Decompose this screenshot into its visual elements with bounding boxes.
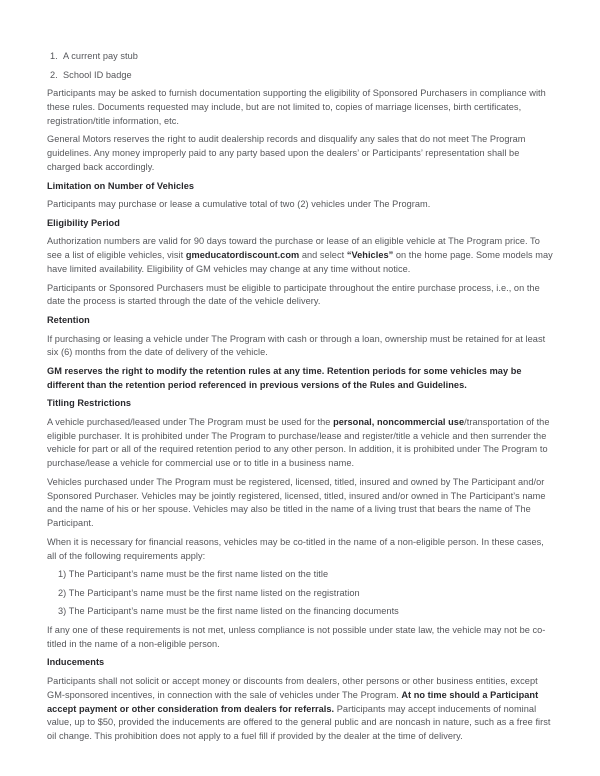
- paragraph-inducements: [47, 675, 555, 744]
- text-segment-bold: personal, noncommercial use: [333, 416, 465, 427]
- list-item-text: School ID badge: [63, 69, 132, 80]
- paragraph-cotitle-restriction: If any one of these requirements is not met, unless compliance is not possible under state law, the vehicle may not be co-titled in the name of a non-eligible person.: [47, 625, 546, 649]
- text-segment: Participants may accept inducements of nominal value, up to $50, provided the inducements are offered to the general public and are noncash in nature, such as a free first oil change. This prohibition does not apply to a fuel fill if provided by the dealer at the time of delivery.: [47, 703, 551, 742]
- list-item-number: 2.: [50, 69, 58, 80]
- paragraph-retention: If purchasing or leasing a vehicle under The Program with cash or through a loan, ownership must be retained for at least six (6) months from the date of delivery of the vehicle.: [47, 333, 546, 358]
- text-segment-bold: “Vehicles”: [346, 250, 394, 261]
- text-segment: on the home page. Some models may have limited availability. Eligibility of GM vehicles may change at any time without notice.: [47, 250, 553, 274]
- text-segment: Authorization numbers are valid for 90 days toward the purchase or lease of an eligible vehicle at The Program price. To see a list of eligible vehicles, visit: [47, 236, 540, 261]
- heading-retention: Retention: [47, 314, 90, 325]
- paragraph-eligibility-process: Participants or Sponsored Purchasers must be eligible to participate throughout the entire purchase process, i.e., on the date the process is started through the date of the vehicle delivery.: [47, 282, 540, 307]
- requirement-item: 3) The Participant’s name must be the first name listed on the financing documents: [58, 606, 399, 617]
- paragraph-titling-use: [47, 416, 555, 471]
- text-segment: A vehicle purchased/leased under The Program must be used for the: [47, 416, 334, 427]
- text-segment: Participants shall not solicit or accept money or discounts from dealers, other persons or other business entities, except GM-sponsored incentives, in connection with the sale of vehicles under The Program.: [47, 676, 538, 700]
- requirement-item: 1) The Participant’s name must be the first name listed on the title: [58, 569, 329, 580]
- paragraph-titling-registration: Vehicles purchased under The Program must be registered, licensed, titled, insured and owned by The Participant and/or Sponsored Purchaser. Vehicles may be jointly registered, licensed, titled, insured and/or owned in The Participant’s name and the name of his or her spouse. Vehicles may also be titled in the name of a living trust that bears the name of The Participant.: [47, 476, 546, 529]
- paragraph-retention-notice: GM reserves the right to modify the retention rules at any time. Retention periods for some vehicles may be different than the retention period referenced in previous versions of the Rules and Guidelines.: [47, 365, 522, 390]
- paragraph-eligibility-authorization: [47, 235, 555, 276]
- paragraph-documentation: Participants may be asked to furnish documentation supporting the eligibility of Sponsored Purchasers in compliance with these rules. Documents requested may include, but are not limited to, copies of marriage licenses, birth certificates, registration/title information, etc.: [47, 88, 546, 126]
- website-text: gmeducatordiscount.com: [185, 250, 300, 261]
- list-item: [47, 69, 555, 83]
- text-segment: /transportation of the eligible purchaser. It is prohibited under The Program to purchase/lease and register/title a vehicle and then surrender the vehicle for part or all of the required retention period to any other person. In addition, it is prohibited under The Program to purchase/lease a vehicle for commercial use or to title in a business name.: [47, 416, 550, 469]
- list-item: [47, 50, 555, 64]
- text-segment-bold: At no time should a Participant accept payment or other consideration from dealers for referrals.: [47, 689, 539, 714]
- heading-titling-restrictions: Titling Restrictions: [47, 398, 132, 409]
- paragraph-audit: General Motors reserves the right to audit dealership records and disqualify any sales that do not meet The Program guidelines. Any money improperly paid to any party based upon the dealers’ or Participants’ representation shall be charged back accordingly.: [47, 134, 526, 172]
- requirement-item: 2) The Participant’s name must be the first name listed on the registration: [58, 587, 360, 598]
- paragraph-titling-cotitle-intro: When it is necessary for financial reasons, vehicles may be co-titled in the name of a non-eligible person. In these cases, all of the following requirements apply:: [47, 536, 544, 561]
- text-segment: and select: [299, 250, 347, 261]
- document-body: [47, 50, 555, 749]
- paragraph-limitation: Participants may purchase or lease a cumulative total of two (2) vehicles under The Program.: [47, 199, 431, 210]
- list-item-number: 1.: [50, 51, 58, 61]
- list-item-text: A current pay stub: [63, 51, 138, 61]
- heading-eligibility-period: Eligibility Period: [47, 217, 120, 228]
- heading-limitation-on-number-of-vehicles: Limitation on Number of Vehicles: [47, 180, 195, 191]
- heading-inducements: Inducements: [47, 657, 105, 668]
